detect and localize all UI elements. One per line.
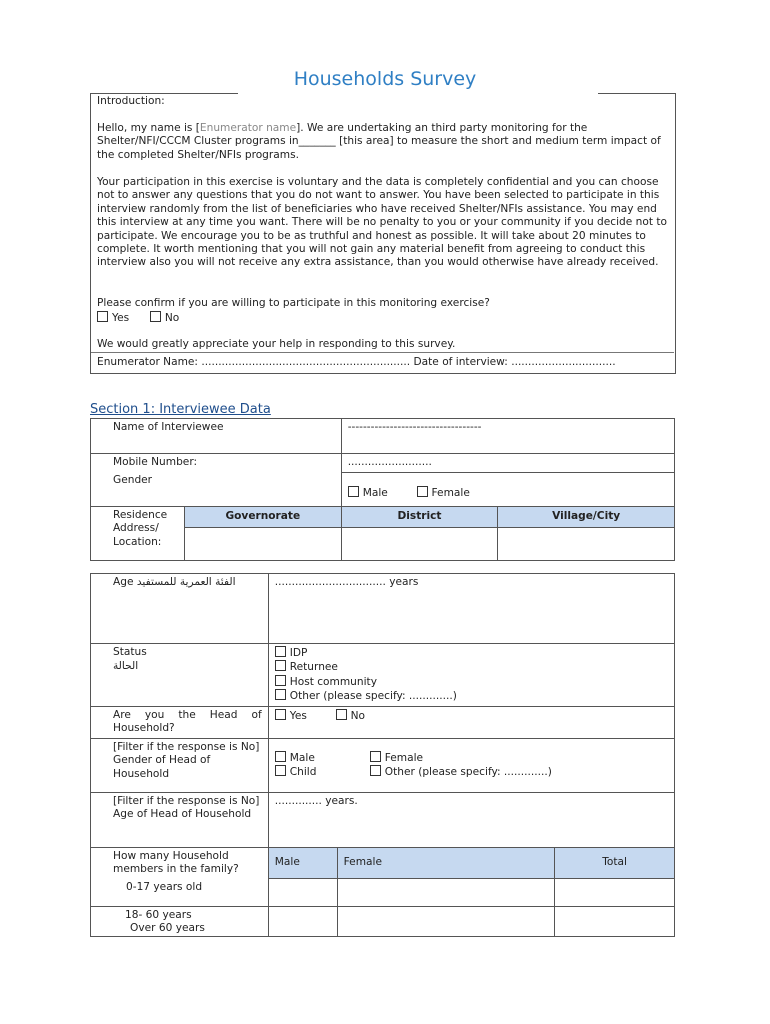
residence-address-label: Residence Address/ Location: — [91, 506, 185, 560]
head-yes-checkbox[interactable] — [275, 709, 286, 720]
status-host-community-checkbox[interactable] — [275, 675, 286, 686]
head-child-label: Child — [289, 766, 317, 779]
head-no-checkbox[interactable] — [336, 709, 347, 720]
confirm-yes-checkbox[interactable] — [97, 311, 108, 322]
mobile-number-label: Mobile Number: — [91, 454, 342, 473]
age-head-question: [Filter if the response is No] Age of Head of Household — [91, 792, 269, 847]
status-other-checkbox[interactable] — [275, 689, 286, 700]
age-arabic-label: الفئة العمرية للمستفيد — [136, 576, 236, 588]
district-header: District — [341, 506, 498, 527]
age-18-60-and-over-60-labels — [91, 907, 269, 937]
female-column-header: Female — [337, 847, 555, 879]
confirm-question: Please confirm if you are willing to participate in this monitoring exercise? — [97, 297, 490, 309]
gender-male-checkbox[interactable] — [348, 486, 359, 497]
gender-female-checkbox[interactable] — [417, 486, 428, 497]
head-male-label: Male — [289, 751, 315, 764]
head-other-checkbox[interactable] — [370, 765, 381, 776]
intro-paragraph-1 — [97, 122, 672, 162]
village-city-field[interactable] — [498, 527, 675, 560]
intro-paragraph-2: Your participation in this exercise is voluntary and the data is completely confidential and you can choose not to answer any questions that you do not want to answer. You have been selected to participate in this interview randomly from the list of beneficiaries who have received Shelter/NFIs assistance. You may end this interview at any time you want. There will be no penalty to you or your community if you decide not to participate. We encourage you to be as truthful and honest as possible. It will take about 20 minutes to complete. It worth mentioning that you will not gain any material benefit from agreeing to conduct this interview also you will not receive any extra assistance, than you would otherwise have already received. — [97, 176, 667, 269]
status-label-cell — [91, 644, 269, 707]
status-idp-label: IDP — [289, 647, 308, 659]
page-title: Households Survey — [293, 68, 477, 90]
head-male-checkbox[interactable] — [275, 751, 286, 762]
gender-head-options — [268, 738, 674, 792]
status-label: Status — [113, 646, 147, 658]
head-of-household-options — [268, 706, 674, 738]
age-18-60-female-field[interactable] — [337, 907, 555, 937]
head-yes-label: Yes — [289, 709, 307, 722]
gender-label: Gender — [91, 472, 342, 506]
enumerator-name-date-line[interactable]: Enumerator Name: .............................................................. Date of interview: ............................... — [97, 356, 616, 368]
age-field[interactable]: ................................. years — [268, 574, 674, 644]
enumerator-name-placeholder: Enumerator name — [199, 122, 297, 134]
status-other-label: Other (please specify: .............) — [289, 690, 457, 703]
age-0-17-female-field[interactable] — [337, 879, 555, 907]
mobile-number-field[interactable]: ......................... — [341, 454, 674, 473]
interviewee-data-table — [90, 418, 675, 561]
head-of-household-question: Are you the Head of Household? — [91, 706, 269, 738]
status-host-community-label: Host community — [289, 675, 377, 688]
intro-p1-start: Hello, my name is [ — [97, 122, 200, 134]
age-18-60-label: 18- 60 years — [125, 909, 192, 922]
confirm-yes-label: Yes — [112, 312, 130, 324]
gender-female-label: Female — [431, 487, 470, 499]
confirm-no-label: No — [164, 312, 180, 324]
intro-label: Introduction: — [97, 95, 165, 107]
district-field[interactable] — [341, 527, 498, 560]
age-label: Age — [113, 576, 134, 588]
household-members-question: How many Household members in the family? — [91, 847, 269, 879]
intro-p1-end: ]. We are undertaking an third party monitoring for the Shelter/NFI/CCCM Cluster programs in_______ [this area] to measure the short and medium term impact of the completed Shelter/NFIs programs. — [97, 122, 661, 161]
intro-separator — [91, 352, 674, 353]
name-of-interviewee-label: Name of Interviewee — [91, 419, 342, 454]
age-18-60-total-field[interactable] — [555, 907, 675, 937]
status-options — [268, 644, 674, 707]
head-female-checkbox[interactable] — [370, 751, 381, 762]
gender-head-question: [Filter if the response is No] Gender of Head of Household — [91, 738, 269, 792]
confirm-no-checkbox[interactable] — [150, 311, 161, 322]
status-returnee-checkbox[interactable] — [275, 660, 286, 671]
village-city-header: Village/City — [498, 506, 675, 527]
male-column-header: Male — [268, 847, 337, 879]
name-of-interviewee-field[interactable]: ----------------------------------- — [341, 419, 674, 454]
age-head-field[interactable]: .............. years. — [268, 792, 674, 847]
age-label-cell — [91, 574, 269, 644]
confirm-options — [97, 311, 672, 325]
governorate-header: Governorate — [184, 506, 341, 527]
age-over-60-label: Over 60 years — [130, 922, 205, 935]
thanks-text: We would greatly appreciate your help in responding to this survey. — [97, 338, 456, 350]
age-0-17-label: 0-17 years old — [91, 879, 269, 907]
age-0-17-total-field[interactable] — [555, 879, 675, 907]
status-returnee-label: Returnee — [289, 661, 338, 674]
household-data-table — [90, 573, 675, 937]
age-18-60-male-field[interactable] — [268, 907, 337, 937]
gender-options — [341, 472, 674, 506]
status-arabic-label: الحالة — [113, 659, 139, 672]
governorate-field[interactable] — [184, 527, 341, 560]
head-child-checkbox[interactable] — [275, 765, 286, 776]
status-idp-checkbox[interactable] — [275, 646, 286, 657]
gender-male-label: Male — [362, 487, 388, 499]
total-column-header: Total — [555, 847, 675, 879]
head-female-label: Female — [384, 751, 424, 764]
section-1-title: Section 1: Interviewee Data — [90, 402, 271, 417]
head-other-label: Other (please specify: .............) — [384, 766, 552, 779]
head-no-label: No — [350, 709, 366, 722]
age-0-17-male-field[interactable] — [268, 879, 337, 907]
